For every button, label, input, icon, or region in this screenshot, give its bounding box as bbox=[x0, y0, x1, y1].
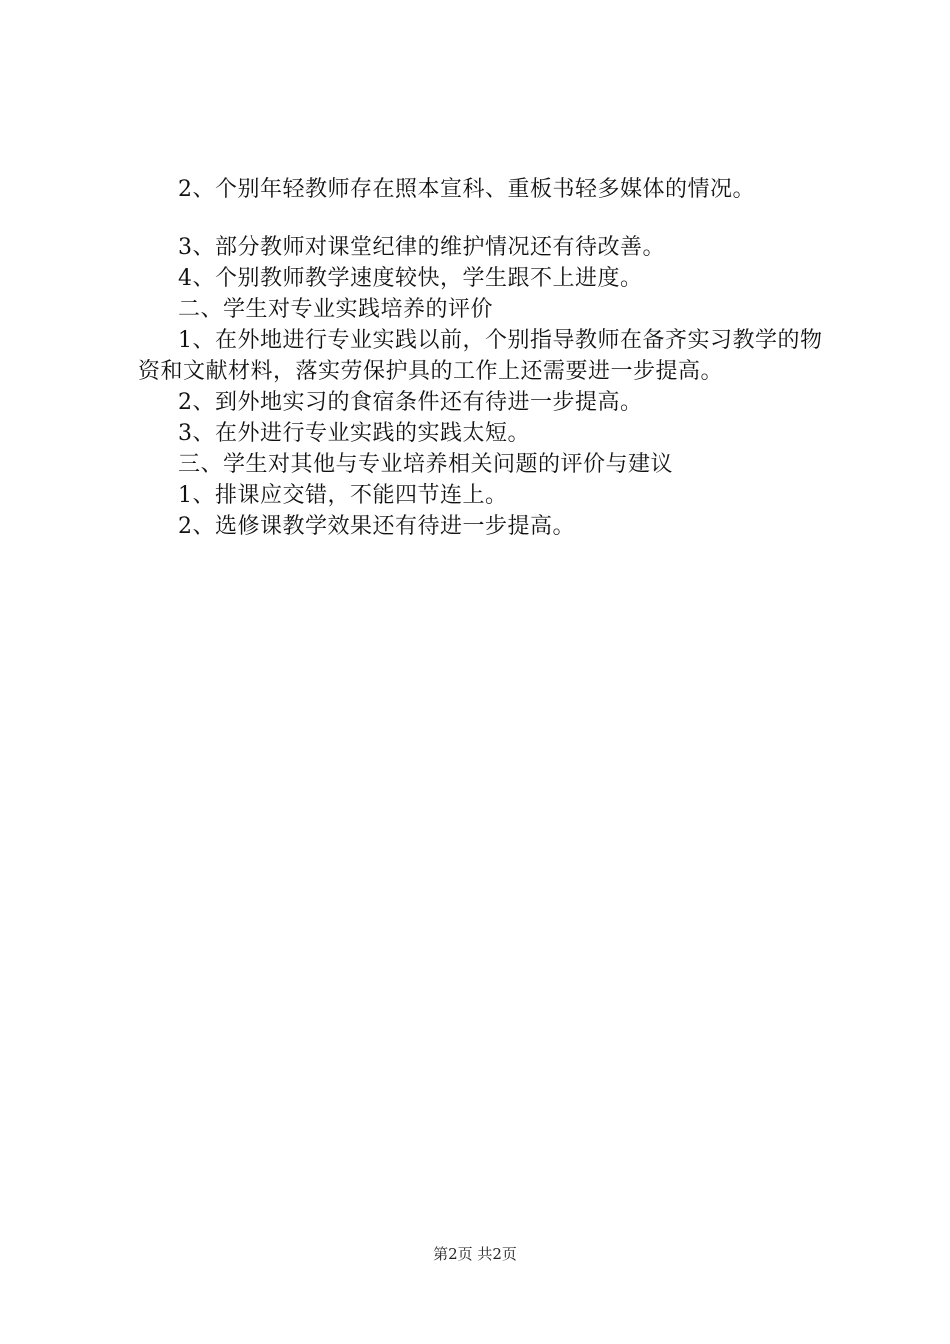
section-heading-practice: 二、学生对专业实践培养的评价 bbox=[178, 297, 494, 322]
paragraph-item-3: 3、部分教师对课堂纪律的维护情况还有待改善。 bbox=[178, 235, 665, 260]
paragraph-item-2: 2、个别年轻教师存在照本宣科、重板书轻多媒体的情况。 bbox=[178, 177, 755, 202]
practice-item-2: 2、到外地实习的食宿条件还有待进一步提高。 bbox=[178, 390, 643, 415]
practice-item-3: 3、在外进行专业实践的实践太短。 bbox=[178, 421, 530, 446]
practice-item-1: 1、在外地进行专业实践以前，个别指导教师在备齐实习教学的物资和文献材料，落实劳保护具的工作上还需要进一步提高。 bbox=[138, 328, 823, 384]
page-number-footer: 第2页 共2页 bbox=[433, 1245, 517, 1263]
section-heading-other: 三、学生对其他与专业培养相关问题的评价与建议 bbox=[178, 452, 674, 477]
document-body bbox=[138, 174, 833, 542]
paragraph-item-4: 4、个别教师教学速度较快，学生跟不上进度。 bbox=[178, 266, 643, 291]
other-item-2: 2、选修课教学效果还有待进一步提高。 bbox=[178, 514, 575, 539]
other-item-1: 1、排课应交错，不能四节连上。 bbox=[178, 483, 508, 508]
